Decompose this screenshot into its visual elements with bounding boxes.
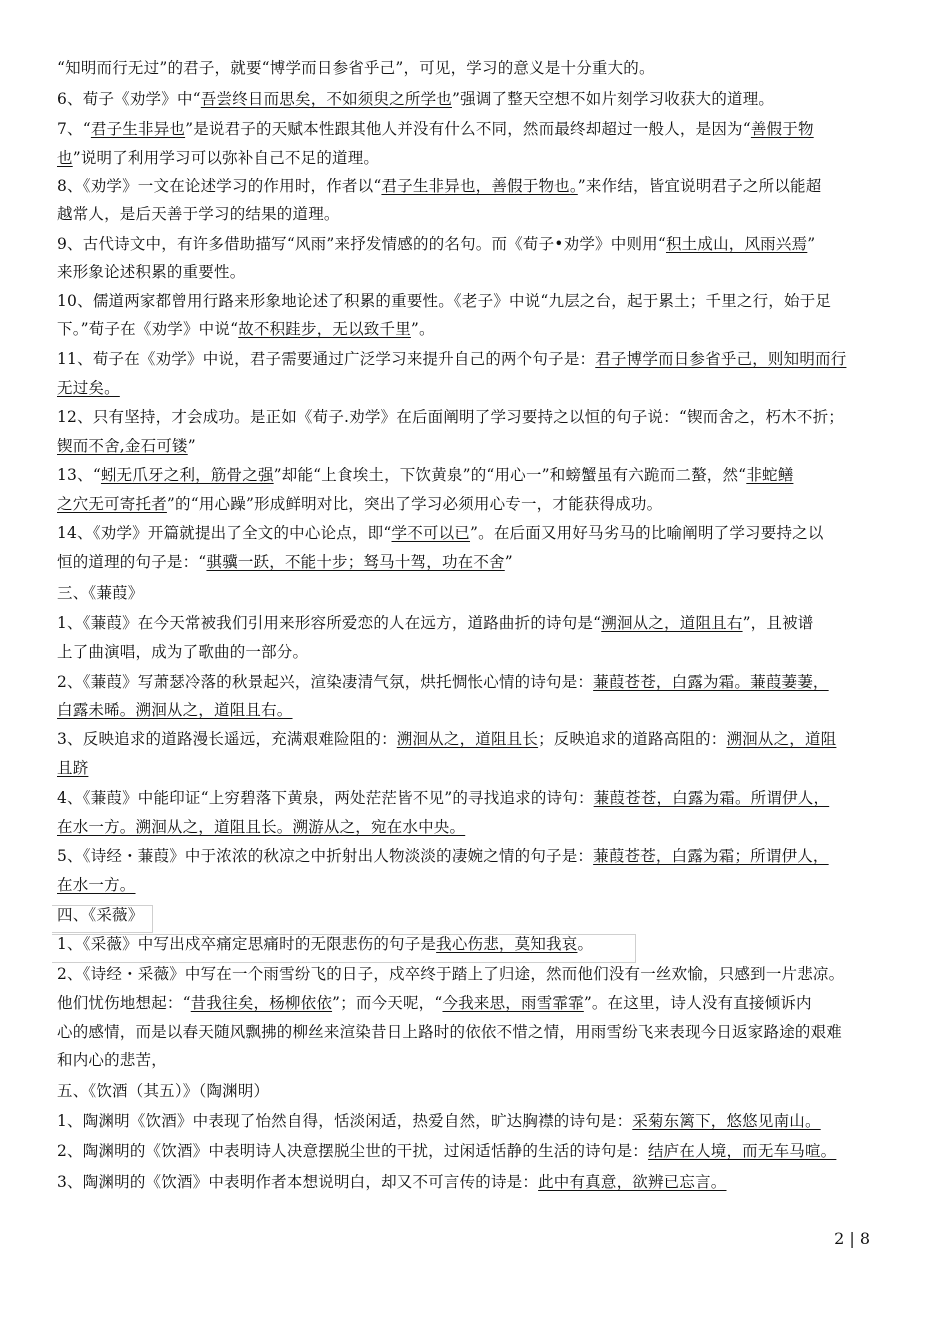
text-line xyxy=(57,552,902,572)
text-segment: 1、《蒹葭》在今天常被我们引用来形容所爱恋的人在远方，道路曲折的诗句是“ xyxy=(57,614,602,632)
underlined-answer: 吾尝终日而思矣，不如须臾之所学也 xyxy=(200,90,452,108)
text-line xyxy=(57,119,902,139)
underlined-answer: 昔我往矣，杨柳依依 xyxy=(190,994,333,1012)
underlined-answer: 采菊东篱下，悠悠见南山。 xyxy=(632,1112,821,1130)
text-line xyxy=(57,349,902,369)
text-segment: 4、《蒹葭》中能印证“上穷碧落下黄泉，两处茫茫皆不见”的寻找追求的诗句： xyxy=(57,789,594,807)
text-segment: ”。 xyxy=(410,320,435,338)
text-line xyxy=(57,1050,902,1070)
underlined-answer: 君子生非异也 xyxy=(90,120,186,138)
underlined-answer: 蒹葭苍苍，白露为霜。所谓伊人， xyxy=(593,789,830,807)
text-segment: 2、《诗经・采薇》中写在一个雨雪纷飞的日子，戍卒终于踏上了归途，然而他们没有一丝欢愉，只感到一片悲凉。 xyxy=(57,965,845,983)
text-segment: 5、《诗经・蒹葭》中于浓浓的秋凉之中折射出人物淡淡的凄婉之情的句子是： xyxy=(57,847,594,865)
text-segment: 心的感情，而是以春天随风飘拂的柳丝来渲染昔日上路时的依依不惜之情，用雨雪纷飞来表现今日返家路途的艰难 xyxy=(57,1023,843,1041)
text-line xyxy=(57,700,902,720)
text-line xyxy=(57,934,902,954)
underlined-answer: 在水一方。溯洄从之，道阻且长。溯游从之，宛在水中央。 xyxy=(57,818,466,836)
text-line xyxy=(57,89,902,109)
text-line xyxy=(57,291,902,311)
text-segment: 8、《劝学》一文在论述学习的作用时，作者以“ xyxy=(57,177,382,195)
text-line xyxy=(57,875,902,895)
text-line xyxy=(57,672,902,692)
text-segment: 三、《蒹葭》 xyxy=(57,584,144,602)
underlined-answer: 蒹葭苍苍，白露为霜。蒹葭萋萋， xyxy=(593,673,829,691)
text-line xyxy=(57,642,902,662)
underlined-answer: 善假于物 xyxy=(750,120,814,138)
text-line xyxy=(57,523,902,543)
text-segment: 3、陶渊明的《饮酒》中表明作者本想说明白，却又不可言传的诗是： xyxy=(57,1173,539,1191)
underlined-answer: 蚓无爪牙之利，筋骨之强 xyxy=(100,466,274,484)
text-line xyxy=(57,583,902,603)
text-segment: 他们忧伤地想起：“ xyxy=(57,994,191,1012)
text-segment: 9、古代诗文中，有许多借助描写“风雨”来抒发情感的的名句。而《荀子•劝学》中则用“ xyxy=(57,235,666,253)
text-segment: ”。在后面又用好马劣马的比喻阐明了学习要持之以 xyxy=(470,524,824,542)
text-segment: 12、只有坚持，才会成功。是正如《荀子.劝学》在后面阐明了学习要持之以恒的句子说：“锲而舍之，朽木不折； xyxy=(57,408,844,426)
underlined-answer: 今我来思，雨雪霏霏 xyxy=(442,994,584,1012)
text-segment: ”；而今天呢，“ xyxy=(332,994,443,1012)
text-line xyxy=(57,58,902,78)
text-line xyxy=(57,176,902,196)
underlined-answer: 我心伤悲，莫知我哀 xyxy=(436,935,578,953)
text-line xyxy=(57,378,902,398)
text-segment: 1、陶渊明《饮酒》中表现了怡然自得，恬淡闲适，热爱自然，旷达胸襟的诗句是： xyxy=(57,1112,633,1130)
text-line xyxy=(57,817,902,837)
text-segment: 2、《蒹葭》写萧瑟冷落的秋景起兴，渲染凄清气氛，烘托惆怅心情的诗句是： xyxy=(57,673,594,691)
text-line xyxy=(57,729,902,749)
text-line xyxy=(57,407,902,427)
text-line xyxy=(57,758,902,778)
underlined-answer: 学不可以已 xyxy=(391,524,471,542)
text-segment: 恒的道理的句子是：“ xyxy=(57,553,207,571)
page-number: 2 | 8 xyxy=(834,1229,870,1248)
text-line xyxy=(57,234,902,254)
text-segment: 四、《采薇》 xyxy=(57,906,144,924)
text-line xyxy=(57,846,902,866)
text-segment: 和内心的悲苦， xyxy=(57,1051,167,1069)
underlined-answer: 君子博学而日参省乎己，则知明而行 xyxy=(595,350,847,368)
underlined-answer: 溯洄从之，道阻且右 xyxy=(601,614,743,632)
underlined-answer: 蒹葭苍苍，白露为霜；所谓伊人， xyxy=(593,847,829,865)
text-segment: ”却能“上食埃土，下饮黄泉”的“用心一”和螃蟹虽有六跪而二螯，然“ xyxy=(273,466,747,484)
underlined-answer: 故不积跬步，无以致千里 xyxy=(238,320,411,338)
text-segment: ” xyxy=(504,553,513,571)
text-segment: 13、“ xyxy=(57,466,101,484)
text-segment: ”，且被谱 xyxy=(742,614,814,632)
underlined-answer: 君子生非异也，善假于物也。 xyxy=(381,177,578,195)
text-line xyxy=(57,788,902,808)
text-line xyxy=(57,319,902,339)
text-segment: 下。”荀子在《劝学》中说“ xyxy=(57,320,239,338)
text-segment: ”是说君子的天赋本性跟其他人并没有什么不同，然而最终却超过一般人，是因为“ xyxy=(185,120,751,138)
text-segment: “知明而行无过”的君子，就要“博学而日参省乎己”，可见，学习的意义是十分重大的。 xyxy=(57,59,655,77)
text-line xyxy=(57,204,902,224)
text-segment: ”的“用心躁”形成鲜明对比，突出了学习必须用心专一，才能获得成功。 xyxy=(166,495,663,513)
text-line xyxy=(57,262,902,282)
text-segment: 五、《饮酒（其五）》（陶渊明） xyxy=(57,1082,270,1100)
text-segment: 14、《劝学》开篇就提出了全文的中心论点，即“ xyxy=(57,524,392,542)
text-line xyxy=(57,1081,902,1101)
underlined-answer: 锲而不舍,金石可镂 xyxy=(57,437,188,455)
underlined-answer: 且跻 xyxy=(57,759,89,777)
underlined-answer: 积土成山，风雨兴焉 xyxy=(665,235,808,253)
text-segment: 。 xyxy=(577,935,594,953)
text-segment: ”强调了整天空想不如片刻学习收获大的道理。 xyxy=(452,90,775,108)
text-line xyxy=(57,1111,902,1131)
underlined-answer: 也 xyxy=(57,149,73,167)
text-segment: 来形象论述积累的重要性。 xyxy=(57,263,246,281)
underlined-answer: 在水一方。 xyxy=(57,876,136,894)
underlined-answer: 白露未晞。溯洄从之，道阻且右。 xyxy=(57,701,293,719)
text-line xyxy=(57,905,902,925)
underlined-answer: 骐骥一跃，不能十步；驽马十驾，功在不舍 xyxy=(206,553,505,571)
underlined-answer: 溯洄从之，道阻且长 xyxy=(396,730,539,748)
underlined-answer: 无过矣。 xyxy=(57,379,120,397)
underlined-answer: 之穴无可寄托者 xyxy=(57,495,167,513)
underlined-answer: 非蛇鳝 xyxy=(746,466,794,484)
text-segment: 11、荀子在《劝学》中说，君子需要通过广泛学习来提升自己的两个句子是： xyxy=(57,350,596,368)
text-segment: 上了曲演唱，成为了歌曲的一部分。 xyxy=(57,643,309,661)
underlined-answer: 此中有真意，欲辨已忘言。 xyxy=(538,1173,727,1191)
text-segment: 7、“ xyxy=(57,120,91,138)
text-line xyxy=(57,465,902,485)
text-segment: 2、陶渊明的《饮酒》中表明诗人决意摆脱尘世的干扰，过闲适恬静的生活的诗句是： xyxy=(57,1142,648,1160)
text-segment: 10、儒道两家都曾用行路来形象地论述了积累的重要性。《老子》中说“九层之台，起于累土；千里之行，始于足 xyxy=(57,292,832,310)
text-line xyxy=(57,613,902,633)
text-segment: 越常人，是后天善于学习的结果的道理。 xyxy=(57,205,340,223)
text-line xyxy=(57,1172,902,1192)
text-segment: ”。在这里，诗人没有直接倾诉内 xyxy=(583,994,812,1012)
text-line xyxy=(57,1141,902,1161)
underlined-answer: 结庐在人境，而无车马喧。 xyxy=(647,1142,837,1160)
text-line xyxy=(57,993,902,1013)
underlined-answer: 溯洄从之，道阻 xyxy=(726,730,837,748)
text-segment: ”来作结，皆宜说明君子之所以能超 xyxy=(577,177,822,195)
text-segment: 6、荀子《劝学》中“ xyxy=(57,90,201,108)
text-segment: ；反映追求的道路高阻的： xyxy=(538,730,727,748)
text-line xyxy=(57,436,902,456)
text-segment: 1、《采薇》中写出戍卒痛定思痛时的无限悲伤的句子是 xyxy=(57,935,437,953)
text-segment: ” xyxy=(187,437,196,455)
text-segment: ”说明了利用学习可以弥补自己不足的道理。 xyxy=(72,149,380,167)
text-segment: ” xyxy=(807,235,816,253)
text-segment: 3、反映追求的道路漫长遥远，充满艰难险阻的： xyxy=(57,730,397,748)
text-line xyxy=(57,148,902,168)
text-line xyxy=(57,964,902,984)
text-line xyxy=(57,1022,902,1042)
text-line xyxy=(57,494,902,514)
